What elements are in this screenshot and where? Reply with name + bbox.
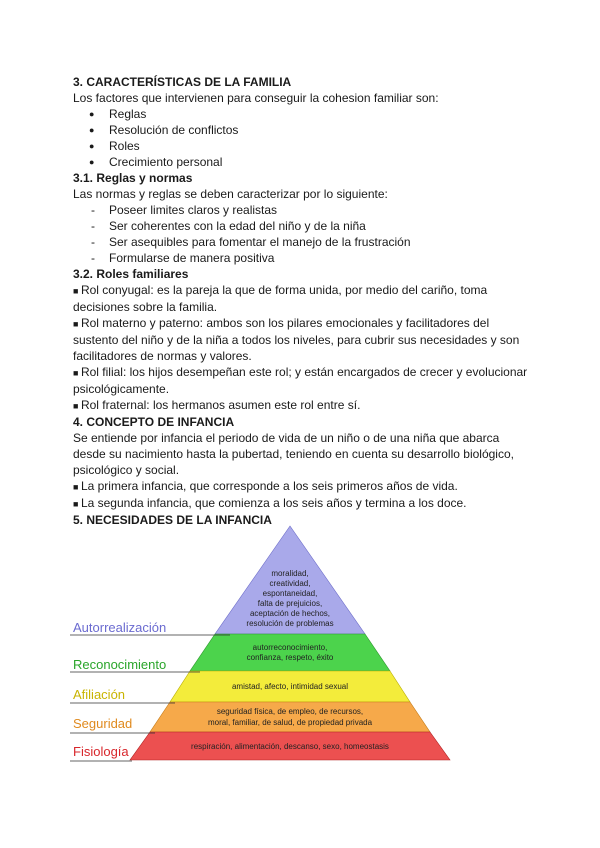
bullet-item: ● Roles (73, 138, 533, 154)
section-5-title: 5. NECESIDADES DE LA INFANCIA (73, 513, 272, 527)
section-3-bullet-list (73, 106, 533, 170)
level-label-belonging: Afiliación (73, 687, 126, 702)
tier-text: autorreconocimiento, (252, 643, 328, 652)
tier-text: respiración, alimentación, descanso, sexo, homeostasis (191, 742, 389, 751)
role-paragraph: ■ Rol materno y paterno: ambos son los pilares emocionales y facilitadores del sustento del niño y de la niña a todos los niveles, para cubrir sus necesidades y son facilitadores de normas y valores. (73, 315, 533, 364)
infancy-item: ■ La primera infancia, que corresponde a los seis primeros años de vida. (73, 478, 533, 495)
document-body (73, 74, 533, 528)
tier-text: seguridad física, de empleo, de recursos, (216, 707, 364, 716)
tier-text: creatividad, (269, 579, 311, 588)
role-paragraph: ■ Rol fraternal: los hermanos asumen este rol entre sí. (73, 397, 533, 414)
dash-item: - Formularse de manera positiva (73, 250, 533, 266)
section-3-intro: Los factores que intervienen para conseguir la cohesion familiar son: (73, 91, 439, 105)
tier-text: moral, familiar, de salud, de propiedad privada (207, 718, 373, 727)
section-3-1-intro: Las normas y reglas se deben caracterizar por lo siguiente: (73, 187, 388, 201)
section-3-1-title: 3.1. Reglas y normas (73, 171, 193, 185)
bullet-item: ● Resolución de conflictos (73, 122, 533, 138)
tier-text: aceptación de hechos, (249, 609, 331, 618)
section-4-title: 4. CONCEPTO DE INFANCIA (73, 415, 235, 429)
dash-item: - Poseer limites claros y realistas (73, 202, 533, 218)
level-label-self-actualization: Autorrealización (73, 620, 167, 635)
role-paragraph: ■ Rol conyugal: es la pareja la que de forma unida, por medio del cariño, toma decisiones sobre la familia. (73, 282, 533, 315)
tier-text: espontaneidad, (262, 589, 318, 598)
section-3-title: 3. CARACTERÍSTICAS DE LA FAMILIA (73, 75, 292, 89)
tier-text: confianza, respeto, éxito (246, 653, 334, 662)
tier-text: falta de prejuicios, (257, 599, 323, 608)
dash-item: - Ser asequibles para fomentar el manejo de la frustración (73, 234, 533, 250)
bullet-item: ● Reglas (73, 106, 533, 122)
maslow-pyramid (70, 524, 470, 764)
level-label-physiological: Fisiología (73, 744, 129, 759)
tier-text: resolución de problemas (246, 619, 334, 628)
infancy-item: ■ La segunda infancia, que comienza a los seis años y termina a los doce. (73, 495, 533, 512)
section-4-text: Se entiende por infancia el periodo de vida de un niño o de una niña que abarca desde su nacimiento hasta la pubertad, teniendo en cuenta su desarrollo biológico, psicológico y social. (73, 431, 514, 477)
level-label-safety: Seguridad (73, 716, 133, 731)
bullet-item: ● Crecimiento personal (73, 154, 533, 170)
role-paragraph: ■ Rol filial: los hijos desempeñan este rol; y están encargados de crecer y evolucionar psicológicamente. (73, 364, 533, 397)
tier-text: amistad, afecto, intimidad sexual (231, 682, 349, 691)
dash-item: - Ser coherentes con la edad del niño y de la niña (73, 218, 533, 234)
level-label-esteem: Reconocimiento (73, 657, 167, 672)
section-3-1-dash-list (73, 202, 533, 266)
tier-text: moralidad, (271, 569, 309, 578)
section-3-2-title: 3.2. Roles familiares (73, 267, 189, 281)
